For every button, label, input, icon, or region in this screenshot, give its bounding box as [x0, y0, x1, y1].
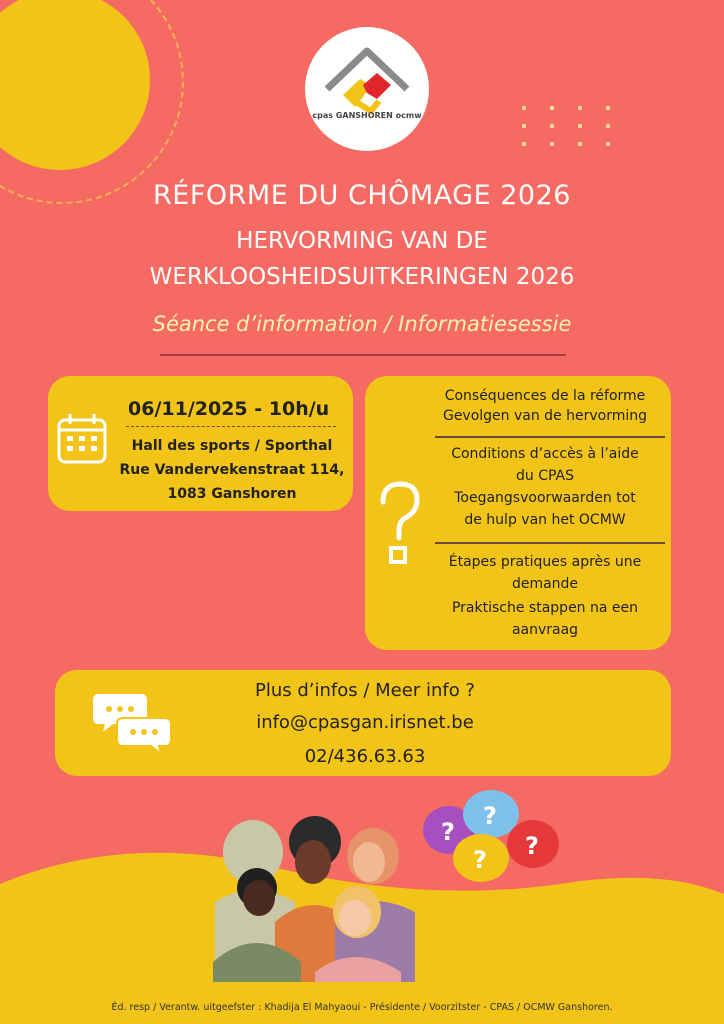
- logo: [305, 27, 429, 151]
- question-bubbles-illustration: [415, 784, 565, 894]
- chat-bubbles-icon: [93, 688, 173, 758]
- topic2-nl-line1: Toegangsvoorwaarden tot: [454, 490, 636, 506]
- svg-text:?: ?: [483, 802, 497, 830]
- svg-text:?: ?: [473, 846, 487, 874]
- logo-handshake-icon: [305, 27, 429, 151]
- topic1-nl: Gevolgen van de hervorming: [442, 408, 648, 424]
- event-city: 1083 Ganshoren: [167, 486, 297, 502]
- event-card: [48, 376, 353, 511]
- sun-ring: [0, 0, 184, 204]
- title-fr: RÉFORME DU CHÔMAGE 2026: [153, 180, 571, 211]
- calendar-icon: [56, 412, 108, 466]
- topic3-fr-line1: Étapes pratiques après une: [448, 554, 642, 570]
- title-nl-line1: HERVORMING VAN DE: [236, 228, 488, 254]
- decorative-dots: [522, 106, 612, 146]
- subtitle: Séance d’information / Informatiesessie: [152, 312, 572, 336]
- topic2-nl-line2: de hulp van het OCMW: [464, 512, 626, 528]
- contact-card: [55, 670, 671, 776]
- topics-card: [365, 376, 671, 650]
- topic3-nl-line2: aanvraag: [511, 622, 579, 638]
- topics-divider-2: [435, 542, 665, 544]
- topics-divider-1: [435, 436, 665, 438]
- title-divider: [160, 354, 566, 356]
- event-venue: Hall des sports / Sporthal: [131, 438, 333, 454]
- topic2-fr-line2: du CPAS: [516, 468, 574, 484]
- svg-text:?: ?: [525, 832, 539, 860]
- question-mark-icon: [375, 480, 425, 570]
- contact-phone[interactable]: 02/436.63.63: [304, 746, 426, 767]
- event-street: Rue Vandervekenstraat 114,: [119, 462, 345, 478]
- svg-text:?: ?: [441, 818, 455, 846]
- footer-publisher: Éd. resp / Verantw. uitgeefster : Khadija El Mahyaoui - Présidente / Voorzitster - CPAS / OCMW Ganshoren.: [111, 1002, 613, 1013]
- logo-text: cpas GANSHOREN ocmw: [312, 111, 422, 120]
- event-datetime: 06/11/2025 - 10h/u: [128, 398, 330, 420]
- topic1-fr: Conséquences de la réforme: [444, 388, 646, 404]
- topic3-nl-line1: Praktische stappen na een: [451, 600, 639, 616]
- contact-email[interactable]: info@cpasgan.irisnet.be: [256, 712, 474, 733]
- title-nl-line2: WERKLOOSHEIDSUITKERINGEN 2026: [149, 264, 575, 290]
- contact-heading: Plus d’infos / Meer info ?: [255, 680, 475, 701]
- topic3-fr-line2: demande: [511, 576, 579, 592]
- event-dashed-divider: [126, 426, 336, 427]
- topic2-fr-line1: Conditions d’accès à l’aide: [451, 446, 639, 462]
